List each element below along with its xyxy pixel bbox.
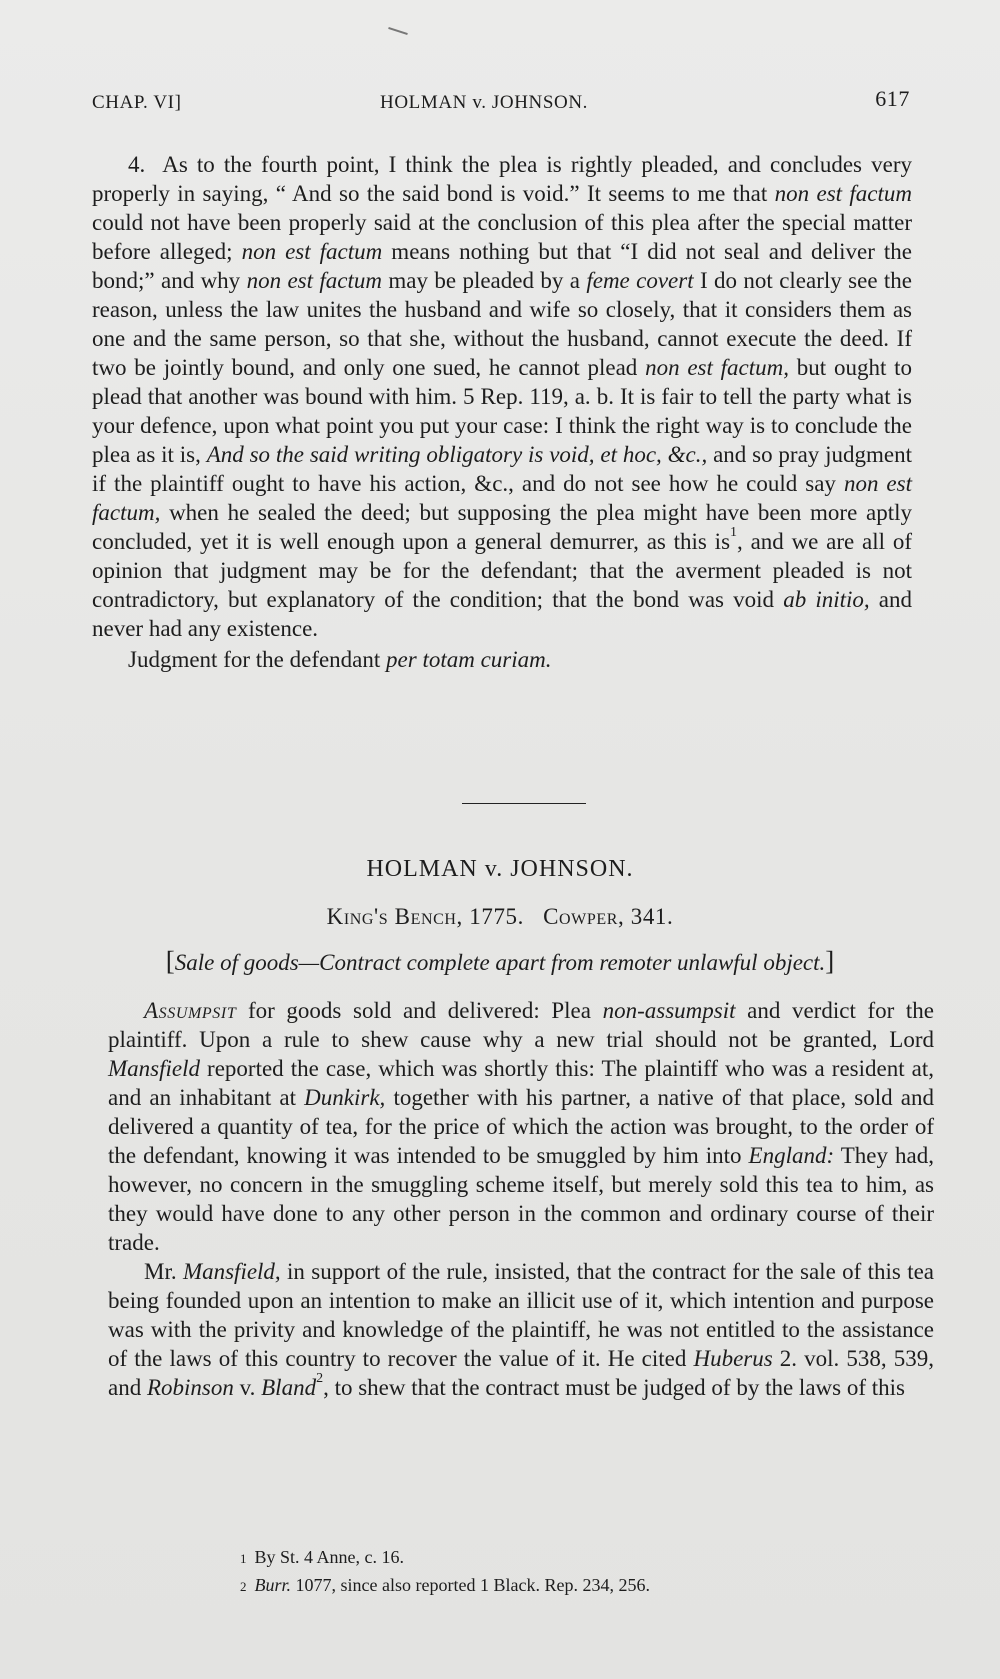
italic-run: England:: [748, 1143, 835, 1168]
footnote-ref-2: 2: [316, 1371, 324, 1386]
italic-run: ab initio,: [783, 587, 870, 612]
case-title: HOLMAN v. JOHNSON.: [366, 856, 634, 882]
italic-run: non est factum: [241, 239, 383, 264]
footnote-marker: 1: [240, 1551, 247, 1566]
text-run: , and we are all of opinion that judgment may be for the defendant; that the averment pleaded is not contradictory, but explanatory of the condition; that the bond was void: [92, 529, 912, 612]
text-run: reported the case, which was shortly this: The plaintiff who was a resident at, and an inhabitant at: [108, 1056, 934, 1110]
text-run: and so pray judgment if the plaintiff ought to have his action, &c., and do not see how he could say: [92, 442, 913, 496]
text-run: They had, however, no concern in the smuggling scheme itself, but merely sold this tea to him, as they would have done to any other person in the common and ordinary course of their trade.: [108, 1143, 934, 1255]
italic-run: non-assumpsit: [602, 998, 736, 1023]
text-run: Mr.: [144, 1259, 183, 1284]
lead-word: Assumpsit: [144, 998, 237, 1023]
text-run: for goods sold and delivered: Plea: [236, 998, 603, 1023]
footnote-marker: 2: [240, 1579, 247, 1594]
italic-run: feme covert: [586, 268, 694, 293]
reporter-name: Cowper: [543, 904, 619, 929]
text-run: Judgment for the defendant: [128, 647, 387, 672]
section-divider: [462, 803, 586, 804]
text-run: together with his partner, a native of that place, sold and delivered a quantity of tea, for the price of which the action was brought, to the order of the defendant, knowing it was intended to be smuggled by him into: [108, 1085, 934, 1168]
italic-run: Mansfield: [108, 1056, 200, 1081]
text-run: I do not clearly see the reason, unless the law unites the husband and wife so closely, that it considers them as one and the same person, so that she, without the husband, cannot execute the deed. If two be jointly bound, and only one sued, he cannot plead: [92, 268, 913, 380]
case-year: , 1775.: [456, 904, 524, 929]
fourth-point-paragraph: [92, 150, 912, 643]
italic-run: per totam curiam.: [386, 647, 552, 672]
text-run: v.: [233, 1375, 262, 1400]
italic-run: Robinson: [146, 1375, 234, 1400]
italic-run: non est factum,: [645, 355, 790, 380]
text-run: 2. vol. 538, 539, and: [108, 1346, 935, 1400]
text-run: and never had any existence.: [92, 587, 913, 641]
court-citation-line: [0, 904, 1000, 930]
footnote-ref-1: 1: [730, 525, 738, 540]
italic-run: Dunkirk,: [304, 1085, 386, 1110]
headnote: [0, 946, 1000, 977]
italic-run: non est factum: [774, 181, 912, 206]
footnote-2: [240, 1572, 940, 1600]
italic-run: non est factum,: [92, 471, 912, 525]
italic-run: Bland: [261, 1375, 317, 1400]
text-run: when he sealed the deed; but supposing the plea might have been more aptly concluded, yet it is well enough upon a general demurrer, as this is: [92, 500, 912, 554]
footnote-text: 1077, since also reported 1 Black. Rep. 234, 256.: [291, 1575, 650, 1595]
text-run: , to shew that the contract must be judged of by the laws of this: [323, 1375, 905, 1400]
text-run: As to the fourth point, I think the plea is rightly pleaded, and concludes very properly in saying, “ And so the said bond is void.” It seems to me that: [92, 152, 912, 206]
footnote-italic: Burr.: [254, 1575, 292, 1595]
bracket-close: ]: [825, 946, 835, 976]
page-number: 617: [875, 86, 910, 111]
italic-run: non est factum: [246, 268, 382, 293]
footnote-1: [240, 1544, 940, 1572]
second-case-section: [108, 996, 934, 1402]
text-run: in support of the rule, insisted, that the contract for the sale of this tea being founded upon an intention to make an illicit use of it, which intention and purpose was with the privity and knowledge of the plaintiff, he was not entitled to the assistance of the laws of this country to recover the value of it. He cited: [108, 1259, 934, 1371]
footnote-text: By St. 4 Anne, c. 16.: [254, 1547, 405, 1567]
running-title: HOLMAN v. JOHNSON.: [380, 92, 589, 113]
text-run: and verdict for the plaintiff. Upon a rule to shew cause why a new trial should not be granted, Lord: [108, 998, 935, 1052]
bracket-open: [: [165, 946, 175, 976]
text-run: may be pleaded by a: [382, 268, 587, 293]
court-name: King's Bench: [326, 904, 457, 929]
italic-run: Huberus: [693, 1346, 773, 1371]
footnotes: [240, 1544, 940, 1600]
stray-ink-mark: [388, 27, 408, 35]
text-run: means nothing but that “I did not seal and deliver the bond;” and why: [92, 239, 912, 293]
first-opinion-section: [92, 150, 912, 674]
point-number: 4.: [128, 152, 146, 177]
reporter-citation: , 341.: [618, 904, 674, 929]
argument-paragraph: [108, 1257, 934, 1402]
italic-run: And so the said writing obligatory is void, et hoc, &c.,: [206, 442, 708, 467]
italic-run: Mansfield,: [182, 1259, 281, 1284]
chapter-label: CHAP. VI]: [92, 92, 182, 113]
running-head: [92, 86, 910, 116]
headnote-text: Sale of goods—Contract complete apart from remoter unlawful object.: [174, 950, 826, 975]
statement-paragraph: [108, 996, 934, 1257]
text-run: could not have been properly said at the conclusion of this plea after the special matter before alleged;: [92, 210, 912, 264]
text-run: but ought to plead that another was bound with him. 5 Rep. 119, a. b. It is fair to tell the party what is your defence, upon what point you put your case: I think the right way is to conclude the plea as it is,: [92, 355, 913, 467]
judgment-line: [92, 645, 912, 674]
